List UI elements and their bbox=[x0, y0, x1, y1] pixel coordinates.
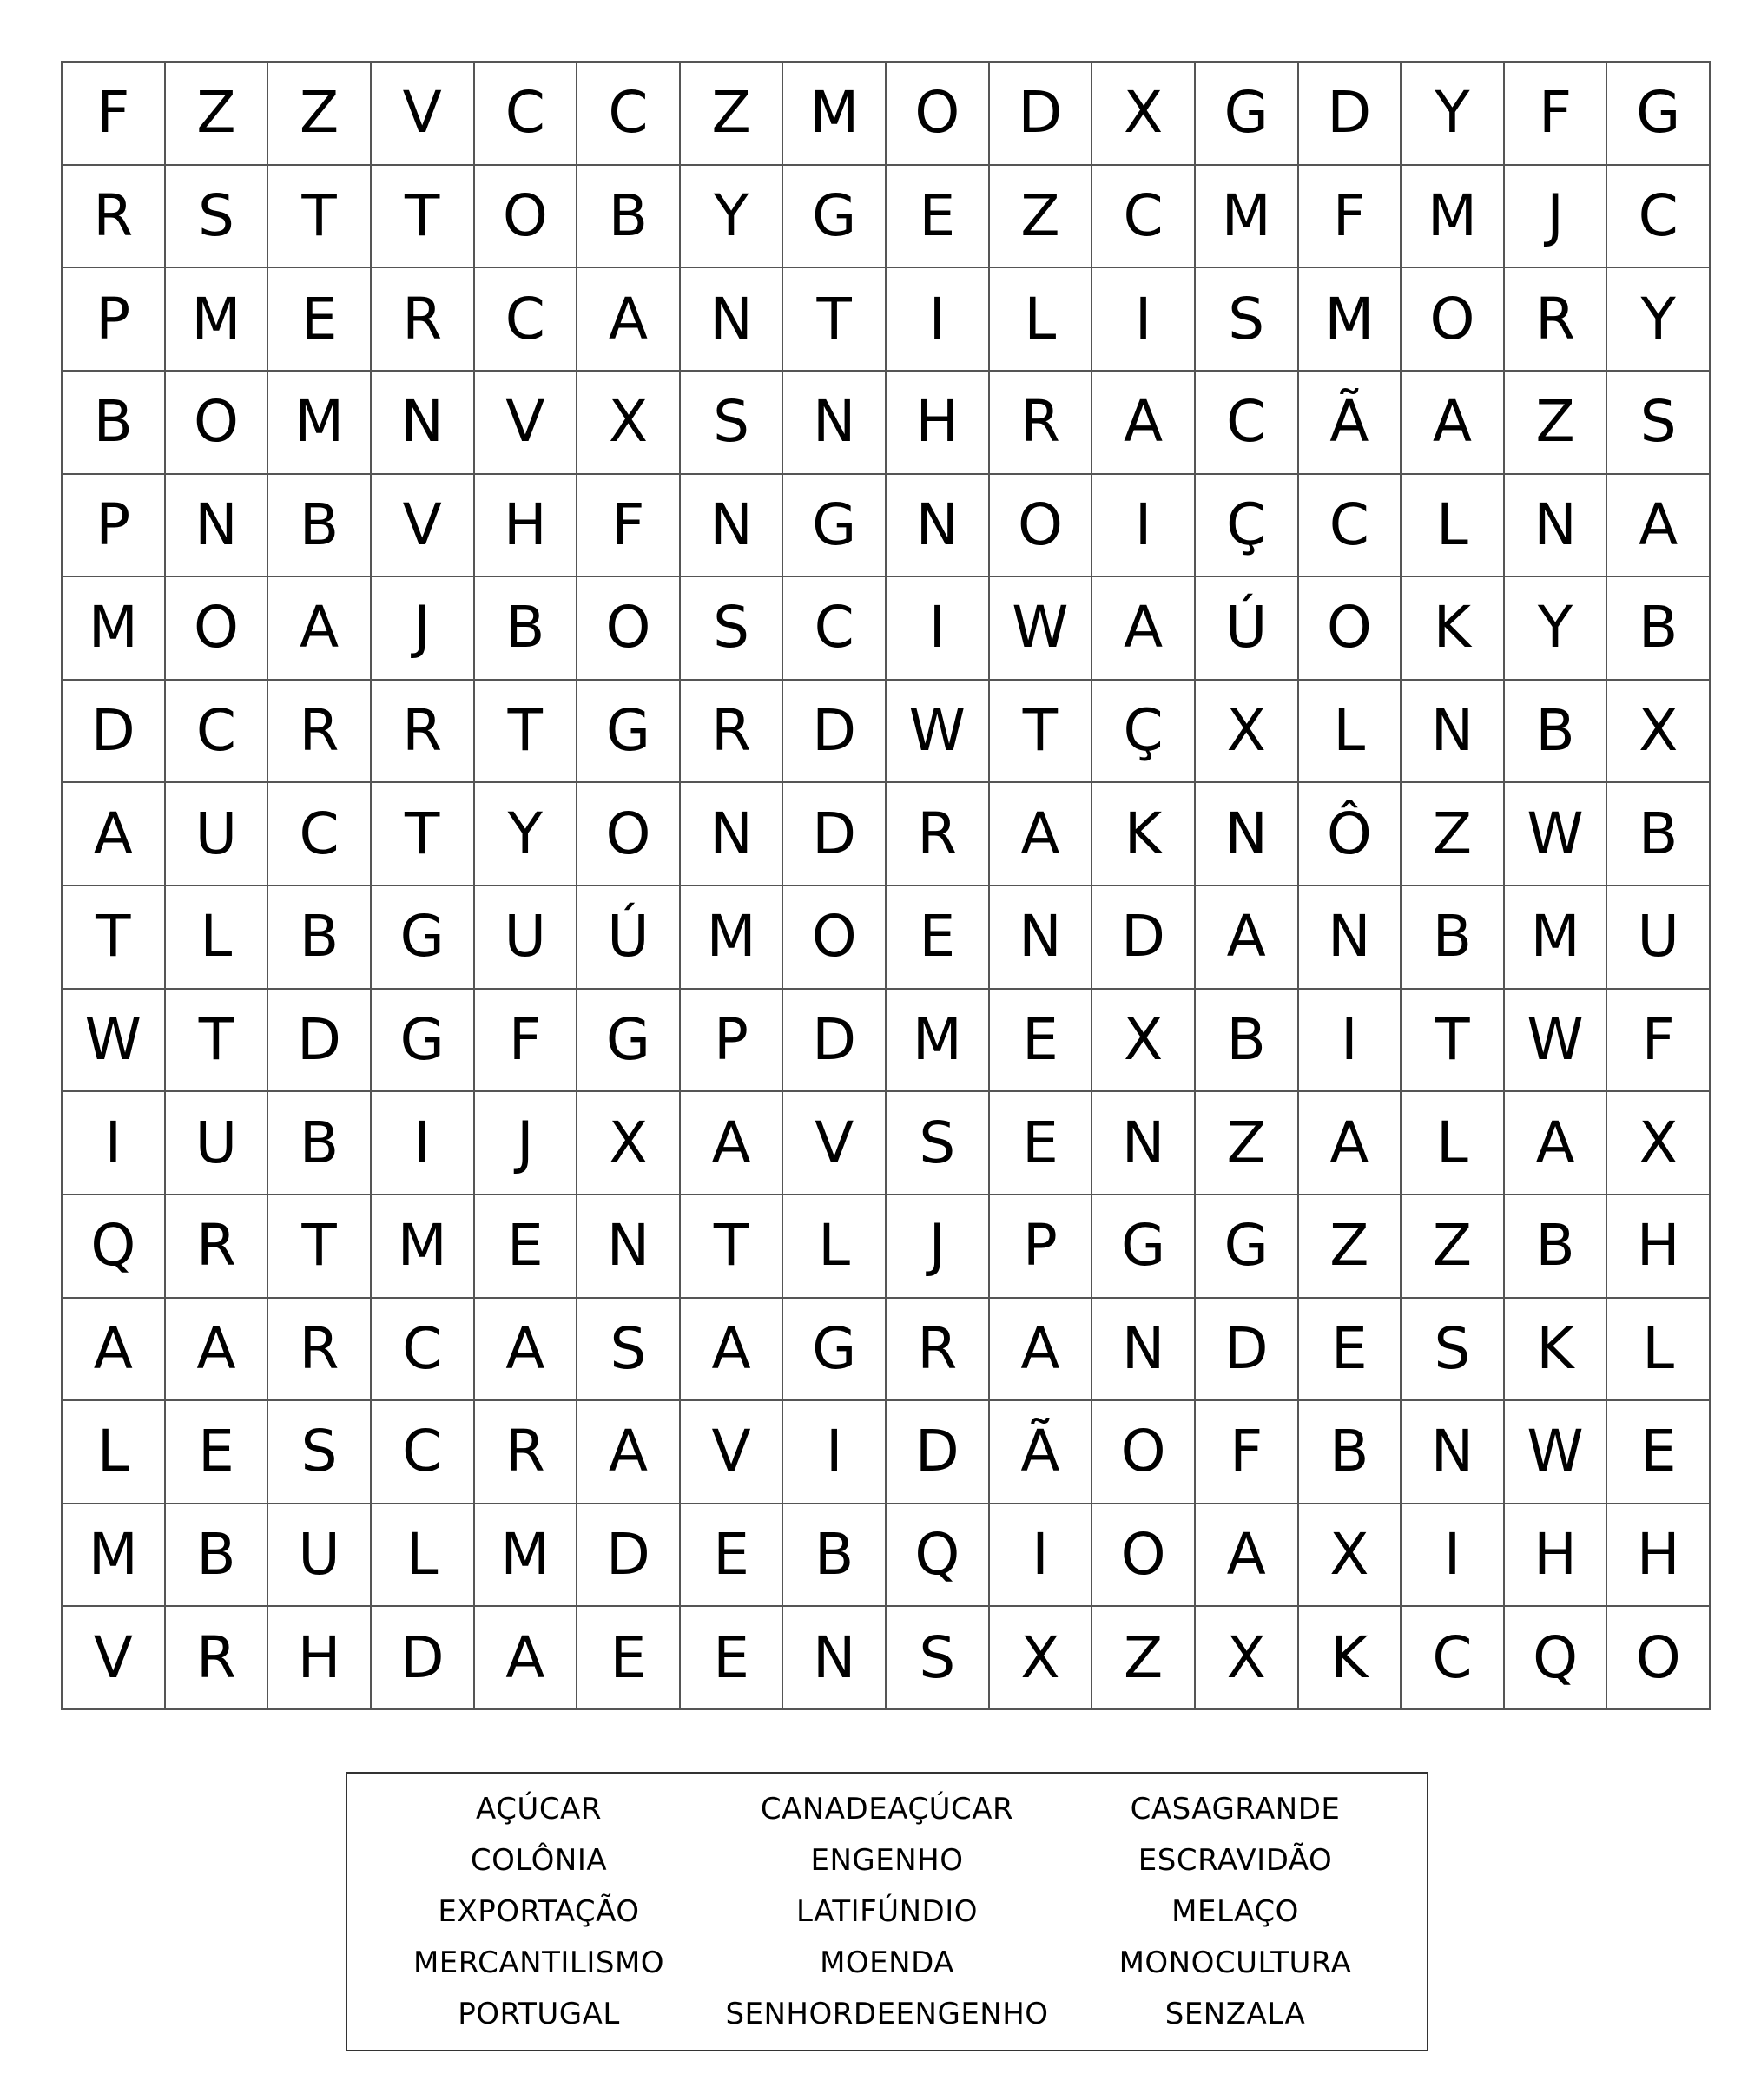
grid-cell[interactable]: S bbox=[1607, 372, 1711, 475]
grid-cell[interactable]: Z bbox=[268, 63, 372, 166]
grid-cell[interactable]: M bbox=[681, 886, 784, 990]
grid-cell[interactable]: M bbox=[887, 990, 990, 1093]
grid-cell[interactable]: W bbox=[1505, 990, 1608, 1093]
grid-cell[interactable]: A bbox=[1299, 1092, 1402, 1195]
grid-cell[interactable]: W bbox=[990, 577, 1093, 681]
grid-cell[interactable]: X bbox=[1092, 990, 1196, 1093]
grid-cell[interactable]: B bbox=[577, 166, 681, 269]
grid-cell[interactable]: E bbox=[577, 1607, 681, 1710]
grid-cell[interactable]: D bbox=[577, 1504, 681, 1608]
grid-cell[interactable]: I bbox=[1402, 1504, 1505, 1608]
grid-cell[interactable]: R bbox=[268, 1299, 372, 1402]
grid-cell[interactable]: O bbox=[577, 577, 681, 681]
word-bank-item: SENZALA bbox=[1164, 1996, 1306, 2031]
grid-cell[interactable]: C bbox=[1092, 166, 1196, 269]
grid-cell[interactable]: L bbox=[783, 1195, 887, 1299]
grid-cell[interactable]: O bbox=[475, 166, 578, 269]
grid-cell[interactable]: N bbox=[1092, 1092, 1196, 1195]
word-bank-item: LATIFÚNDIO bbox=[796, 1893, 978, 1929]
word-bank-item: COLÔNIA bbox=[470, 1843, 608, 1879]
grid-cell[interactable]: Z bbox=[681, 63, 784, 166]
grid-cell[interactable]: W bbox=[1505, 1401, 1608, 1504]
grid-cell[interactable]: O bbox=[1607, 1607, 1711, 1710]
grid-cell[interactable]: M bbox=[1505, 886, 1608, 990]
grid-cell[interactable]: B bbox=[1196, 990, 1299, 1093]
grid-cell[interactable]: D bbox=[1299, 63, 1402, 166]
grid-cell[interactable]: B bbox=[1607, 577, 1711, 681]
grid-cell[interactable]: J bbox=[1505, 166, 1608, 269]
grid-cell[interactable]: N bbox=[681, 268, 784, 372]
grid-cell[interactable]: V bbox=[63, 1607, 166, 1710]
grid-cell[interactable]: L bbox=[372, 1504, 475, 1608]
word-bank-item: SENHORDEENGENHO bbox=[725, 1996, 1049, 2031]
grid-cell[interactable]: C bbox=[1299, 475, 1402, 578]
grid-cell[interactable]: X bbox=[1299, 1504, 1402, 1608]
grid-cell[interactable]: M bbox=[1299, 268, 1402, 372]
grid-cell[interactable]: F bbox=[1505, 63, 1608, 166]
grid-cell[interactable]: O bbox=[1092, 1401, 1196, 1504]
grid-cell[interactable]: T bbox=[372, 783, 475, 886]
grid-cell[interactable]: E bbox=[1607, 1401, 1711, 1504]
grid-cell[interactable]: V bbox=[372, 475, 475, 578]
grid-cell[interactable]: G bbox=[372, 886, 475, 990]
grid-cell[interactable]: Q bbox=[1505, 1607, 1608, 1710]
grid-cell[interactable]: M bbox=[63, 577, 166, 681]
grid-cell[interactable]: R bbox=[887, 783, 990, 886]
grid-cell[interactable]: O bbox=[1402, 268, 1505, 372]
grid-cell[interactable]: E bbox=[681, 1504, 784, 1608]
grid-cell[interactable]: B bbox=[783, 1504, 887, 1608]
grid-cell[interactable]: S bbox=[681, 372, 784, 475]
grid-cell[interactable]: O bbox=[887, 63, 990, 166]
word-bank-item: ESCRAVIDÃO bbox=[1138, 1843, 1333, 1879]
grid-cell[interactable]: M bbox=[783, 63, 887, 166]
grid-cell[interactable]: N bbox=[1505, 475, 1608, 578]
grid-cell[interactable]: K bbox=[1299, 1607, 1402, 1710]
grid-cell[interactable]: R bbox=[475, 1401, 578, 1504]
grid-cell[interactable]: A bbox=[990, 1299, 1093, 1402]
grid-cell[interactable]: I bbox=[63, 1092, 166, 1195]
grid-cell[interactable]: L bbox=[1299, 681, 1402, 784]
grid-cell[interactable]: N bbox=[166, 475, 269, 578]
grid-cell[interactable]: K bbox=[1092, 783, 1196, 886]
grid-cell[interactable]: B bbox=[1607, 783, 1711, 886]
grid-cell[interactable]: D bbox=[887, 1401, 990, 1504]
grid-cell[interactable]: W bbox=[1505, 783, 1608, 886]
grid-cell[interactable]: T bbox=[990, 681, 1093, 784]
grid-cell[interactable]: C bbox=[1402, 1607, 1505, 1710]
grid-cell[interactable]: C bbox=[475, 268, 578, 372]
grid-cell[interactable]: H bbox=[887, 372, 990, 475]
grid-cell[interactable]: A bbox=[1402, 372, 1505, 475]
grid-cell[interactable]: I bbox=[1092, 268, 1196, 372]
grid-cell[interactable]: A bbox=[268, 577, 372, 681]
grid-cell[interactable]: R bbox=[63, 166, 166, 269]
word-bank-item: AÇÚCAR bbox=[476, 1792, 602, 1827]
grid-cell[interactable]: S bbox=[887, 1607, 990, 1710]
word-search-grid bbox=[61, 61, 1711, 1710]
word-bank-item: PORTUGAL bbox=[458, 1996, 620, 2031]
grid-cell[interactable]: C bbox=[268, 783, 372, 886]
grid-cell[interactable]: X bbox=[990, 1607, 1093, 1710]
word-bank-item: ENGENHO bbox=[810, 1843, 964, 1879]
grid-cell[interactable]: C bbox=[372, 1401, 475, 1504]
grid-cell[interactable]: X bbox=[1196, 1607, 1299, 1710]
grid-cell[interactable]: G bbox=[1092, 1195, 1196, 1299]
grid-cell[interactable]: N bbox=[372, 372, 475, 475]
grid-cell[interactable]: S bbox=[1196, 268, 1299, 372]
grid-cell[interactable]: X bbox=[1607, 1092, 1711, 1195]
grid-cell[interactable]: M bbox=[166, 268, 269, 372]
grid-cell[interactable]: G bbox=[577, 990, 681, 1093]
word-bank-item: MELAÇO bbox=[1171, 1893, 1299, 1929]
word-bank-item: CASAGRANDE bbox=[1130, 1792, 1341, 1827]
grid-cell[interactable]: O bbox=[990, 475, 1093, 578]
grid-cell[interactable]: R bbox=[372, 681, 475, 784]
grid-cell[interactable]: E bbox=[990, 1092, 1093, 1195]
grid-cell[interactable]: U bbox=[1607, 886, 1711, 990]
grid-cell[interactable]: Z bbox=[1505, 372, 1608, 475]
grid-cell[interactable]: B bbox=[475, 577, 578, 681]
grid-cell[interactable]: M bbox=[1196, 166, 1299, 269]
grid-cell[interactable]: A bbox=[475, 1299, 578, 1402]
grid-cell[interactable]: R bbox=[166, 1607, 269, 1710]
grid-cell[interactable]: N bbox=[681, 475, 784, 578]
grid-cell[interactable]: T bbox=[1402, 990, 1505, 1093]
grid-cell[interactable]: W bbox=[887, 681, 990, 784]
grid-cell[interactable]: Ç bbox=[1196, 475, 1299, 578]
grid-cell[interactable]: Z bbox=[1196, 1092, 1299, 1195]
grid-cell[interactable]: R bbox=[681, 681, 784, 784]
grid-cell[interactable]: F bbox=[1607, 990, 1711, 1093]
grid-cell[interactable]: G bbox=[783, 1299, 887, 1402]
grid-cell[interactable]: Ú bbox=[1196, 577, 1299, 681]
grid-cell[interactable]: E bbox=[166, 1401, 269, 1504]
grid-cell[interactable]: T bbox=[372, 166, 475, 269]
grid-cell[interactable]: Ô bbox=[1299, 783, 1402, 886]
grid-cell[interactable]: B bbox=[63, 372, 166, 475]
grid-cell[interactable]: D bbox=[1196, 1299, 1299, 1402]
grid-cell[interactable]: A bbox=[1092, 372, 1196, 475]
grid-cell[interactable]: U bbox=[166, 783, 269, 886]
grid-cell[interactable]: S bbox=[268, 1401, 372, 1504]
grid-cell[interactable]: T bbox=[63, 886, 166, 990]
grid-cell[interactable]: F bbox=[63, 63, 166, 166]
grid-cell[interactable]: N bbox=[577, 1195, 681, 1299]
grid-cell[interactable]: D bbox=[372, 1607, 475, 1710]
grid-cell[interactable]: A bbox=[1505, 1092, 1608, 1195]
grid-cell[interactable]: B bbox=[268, 475, 372, 578]
grid-cell[interactable]: T bbox=[475, 681, 578, 784]
grid-cell[interactable]: Q bbox=[63, 1195, 166, 1299]
grid-cell[interactable]: G bbox=[372, 990, 475, 1093]
grid-cell[interactable]: Ú bbox=[577, 886, 681, 990]
grid-cell[interactable]: K bbox=[1402, 577, 1505, 681]
grid-cell[interactable]: G bbox=[1196, 63, 1299, 166]
grid-cell[interactable]: T bbox=[783, 268, 887, 372]
grid-cell[interactable]: L bbox=[990, 268, 1093, 372]
grid-cell[interactable]: T bbox=[268, 1195, 372, 1299]
grid-cell[interactable]: B bbox=[166, 1504, 269, 1608]
grid-cell[interactable]: A bbox=[1092, 577, 1196, 681]
grid-cell[interactable]: D bbox=[783, 990, 887, 1093]
grid-cell[interactable]: R bbox=[268, 681, 372, 784]
grid-cell[interactable]: R bbox=[372, 268, 475, 372]
grid-cell[interactable]: N bbox=[990, 886, 1093, 990]
grid-cell[interactable]: L bbox=[1607, 1299, 1711, 1402]
grid-cell[interactable]: F bbox=[475, 990, 578, 1093]
word-bank-item: MOENDA bbox=[820, 1945, 954, 1980]
grid-cell[interactable]: A bbox=[577, 268, 681, 372]
grid-cell[interactable]: B bbox=[1505, 681, 1608, 784]
grid-cell[interactable]: Z bbox=[1092, 1607, 1196, 1710]
grid-cell[interactable]: Y bbox=[681, 166, 784, 269]
grid-cell[interactable]: V bbox=[475, 372, 578, 475]
grid-cell[interactable]: V bbox=[681, 1401, 784, 1504]
grid-cell[interactable]: Ã bbox=[1299, 372, 1402, 475]
grid-cell[interactable]: Y bbox=[1607, 268, 1711, 372]
grid-cell[interactable]: C bbox=[166, 681, 269, 784]
grid-cell[interactable]: D bbox=[268, 990, 372, 1093]
grid-cell[interactable]: A bbox=[63, 1299, 166, 1402]
grid-cell[interactable]: D bbox=[783, 681, 887, 784]
grid-cell[interactable]: N bbox=[1196, 783, 1299, 886]
grid-cell[interactable]: P bbox=[63, 475, 166, 578]
grid-cell[interactable]: A bbox=[681, 1092, 784, 1195]
grid-cell[interactable]: C bbox=[475, 63, 578, 166]
grid-cell[interactable]: X bbox=[577, 372, 681, 475]
word-bank bbox=[346, 1772, 1428, 2051]
grid-cell[interactable]: O bbox=[166, 577, 269, 681]
grid-cell[interactable]: A bbox=[166, 1299, 269, 1402]
grid-cell[interactable]: S bbox=[1402, 1299, 1505, 1402]
grid-cell[interactable]: M bbox=[268, 372, 372, 475]
grid-cell[interactable]: X bbox=[1607, 681, 1711, 784]
grid-cell[interactable]: E bbox=[268, 268, 372, 372]
grid-cell[interactable]: Y bbox=[1402, 63, 1505, 166]
grid-cell[interactable]: H bbox=[1607, 1195, 1711, 1299]
grid-cell[interactable]: N bbox=[783, 372, 887, 475]
grid-cell[interactable]: V bbox=[783, 1092, 887, 1195]
grid-cell[interactable]: Z bbox=[1402, 783, 1505, 886]
grid-cell[interactable]: O bbox=[783, 886, 887, 990]
grid-cell[interactable]: R bbox=[166, 1195, 269, 1299]
grid-cell[interactable]: Z bbox=[990, 166, 1093, 269]
grid-cell[interactable]: T bbox=[681, 1195, 784, 1299]
grid-cell[interactable]: H bbox=[1505, 1504, 1608, 1608]
grid-cell[interactable]: K bbox=[1505, 1299, 1608, 1402]
grid-cell[interactable]: X bbox=[1092, 63, 1196, 166]
grid-cell[interactable]: R bbox=[1505, 268, 1608, 372]
grid-cell[interactable]: N bbox=[1402, 1401, 1505, 1504]
grid-cell[interactable]: D bbox=[990, 63, 1093, 166]
grid-cell[interactable]: S bbox=[577, 1299, 681, 1402]
grid-cell[interactable]: A bbox=[577, 1401, 681, 1504]
grid-cell[interactable]: W bbox=[63, 990, 166, 1093]
grid-cell[interactable]: E bbox=[1299, 1299, 1402, 1402]
grid-cell[interactable]: E bbox=[681, 1607, 784, 1710]
grid-cell[interactable]: C bbox=[783, 577, 887, 681]
grid-cell[interactable]: I bbox=[783, 1401, 887, 1504]
grid-cell[interactable]: N bbox=[1092, 1299, 1196, 1402]
grid-cell[interactable]: G bbox=[783, 475, 887, 578]
grid-cell[interactable]: U bbox=[166, 1092, 269, 1195]
grid-cell[interactable]: J bbox=[372, 577, 475, 681]
grid-cell[interactable]: Y bbox=[1505, 577, 1608, 681]
grid-cell[interactable]: D bbox=[63, 681, 166, 784]
grid-cell[interactable]: N bbox=[1299, 886, 1402, 990]
grid-cell[interactable]: M bbox=[63, 1504, 166, 1608]
grid-cell[interactable]: M bbox=[1402, 166, 1505, 269]
grid-cell[interactable]: G bbox=[1196, 1195, 1299, 1299]
grid-cell[interactable]: F bbox=[577, 475, 681, 578]
grid-cell[interactable]: I bbox=[1299, 990, 1402, 1093]
grid-cell[interactable]: B bbox=[268, 886, 372, 990]
grid-cell[interactable]: Z bbox=[166, 63, 269, 166]
grid-cell[interactable]: D bbox=[783, 783, 887, 886]
grid-cell[interactable]: Z bbox=[1299, 1195, 1402, 1299]
grid-cell[interactable]: O bbox=[1299, 577, 1402, 681]
grid-cell[interactable]: A bbox=[1196, 1504, 1299, 1608]
grid-cell[interactable]: Q bbox=[887, 1504, 990, 1608]
grid-cell[interactable]: B bbox=[268, 1092, 372, 1195]
grid-cell[interactable]: T bbox=[166, 990, 269, 1093]
grid-cell[interactable]: B bbox=[1299, 1401, 1402, 1504]
grid-cell[interactable]: C bbox=[372, 1299, 475, 1402]
grid-cell[interactable]: C bbox=[1196, 372, 1299, 475]
grid-cell[interactable]: G bbox=[577, 681, 681, 784]
grid-cell[interactable]: M bbox=[475, 1504, 578, 1608]
grid-cell[interactable]: C bbox=[1607, 166, 1711, 269]
grid-cell[interactable]: A bbox=[475, 1607, 578, 1710]
grid-cell[interactable]: B bbox=[1402, 886, 1505, 990]
grid-cell[interactable]: O bbox=[577, 783, 681, 886]
grid-cell[interactable]: E bbox=[887, 886, 990, 990]
grid-cell[interactable]: U bbox=[475, 886, 578, 990]
grid-cell[interactable]: L bbox=[166, 886, 269, 990]
grid-cell[interactable]: N bbox=[783, 1607, 887, 1710]
grid-cell[interactable]: A bbox=[681, 1299, 784, 1402]
grid-cell[interactable]: J bbox=[475, 1092, 578, 1195]
grid-cell[interactable]: F bbox=[1299, 166, 1402, 269]
grid-cell[interactable]: Y bbox=[475, 783, 578, 886]
grid-cell[interactable]: P bbox=[681, 990, 784, 1093]
grid-cell[interactable]: R bbox=[990, 372, 1093, 475]
grid-cell[interactable]: L bbox=[1402, 475, 1505, 578]
grid-cell[interactable]: A bbox=[1607, 475, 1711, 578]
grid-cell[interactable]: R bbox=[887, 1299, 990, 1402]
grid-cell[interactable]: D bbox=[1092, 886, 1196, 990]
word-bank-item: EXPORTAÇÃO bbox=[438, 1893, 640, 1929]
grid-cell[interactable]: T bbox=[268, 166, 372, 269]
grid-cell[interactable]: I bbox=[990, 1504, 1093, 1608]
grid-cell[interactable]: N bbox=[681, 783, 784, 886]
grid-cell[interactable]: I bbox=[372, 1092, 475, 1195]
grid-cell[interactable]: H bbox=[1607, 1504, 1711, 1608]
grid-cell[interactable]: Z bbox=[1402, 1195, 1505, 1299]
grid-cell[interactable]: H bbox=[268, 1607, 372, 1710]
word-bank-item: MERCANTILISMO bbox=[412, 1945, 665, 1980]
grid-cell[interactable]: F bbox=[1196, 1401, 1299, 1504]
grid-cell[interactable]: E bbox=[990, 990, 1093, 1093]
grid-cell[interactable]: M bbox=[372, 1195, 475, 1299]
grid-cell[interactable]: G bbox=[783, 166, 887, 269]
grid-cell[interactable]: E bbox=[887, 166, 990, 269]
grid-cell[interactable]: A bbox=[63, 783, 166, 886]
grid-cell[interactable]: O bbox=[166, 372, 269, 475]
grid-cell[interactable]: X bbox=[577, 1092, 681, 1195]
grid-cell[interactable]: I bbox=[1092, 475, 1196, 578]
grid-cell[interactable]: G bbox=[1607, 63, 1711, 166]
grid-cell[interactable]: P bbox=[63, 268, 166, 372]
grid-cell[interactable]: S bbox=[166, 166, 269, 269]
grid-cell[interactable]: A bbox=[1196, 886, 1299, 990]
grid-cell[interactable]: H bbox=[475, 475, 578, 578]
grid-cell[interactable]: Ã bbox=[990, 1401, 1093, 1504]
grid-cell[interactable]: X bbox=[1196, 681, 1299, 784]
grid-cell[interactable]: S bbox=[887, 1092, 990, 1195]
word-bank-item: MONOCULTURA bbox=[1118, 1945, 1352, 1980]
grid-cell[interactable]: I bbox=[887, 577, 990, 681]
grid-cell[interactable]: V bbox=[372, 63, 475, 166]
grid-cell[interactable]: J bbox=[887, 1195, 990, 1299]
grid-cell[interactable]: I bbox=[887, 268, 990, 372]
grid-cell[interactable]: C bbox=[577, 63, 681, 166]
grid-cell[interactable]: B bbox=[1505, 1195, 1608, 1299]
grid-cell[interactable]: O bbox=[1092, 1504, 1196, 1608]
grid-cell[interactable]: U bbox=[268, 1504, 372, 1608]
grid-cell[interactable]: L bbox=[1402, 1092, 1505, 1195]
grid-cell[interactable]: L bbox=[63, 1401, 166, 1504]
grid-cell[interactable]: N bbox=[887, 475, 990, 578]
grid-cell[interactable]: A bbox=[990, 783, 1093, 886]
grid-cell[interactable]: S bbox=[681, 577, 784, 681]
grid-cell[interactable]: E bbox=[475, 1195, 578, 1299]
grid-cell[interactable]: P bbox=[990, 1195, 1093, 1299]
grid-cell[interactable]: Ç bbox=[1092, 681, 1196, 784]
word-bank-item: CANADEAÇÚCAR bbox=[760, 1792, 1014, 1827]
grid-cell[interactable]: N bbox=[1402, 681, 1505, 784]
